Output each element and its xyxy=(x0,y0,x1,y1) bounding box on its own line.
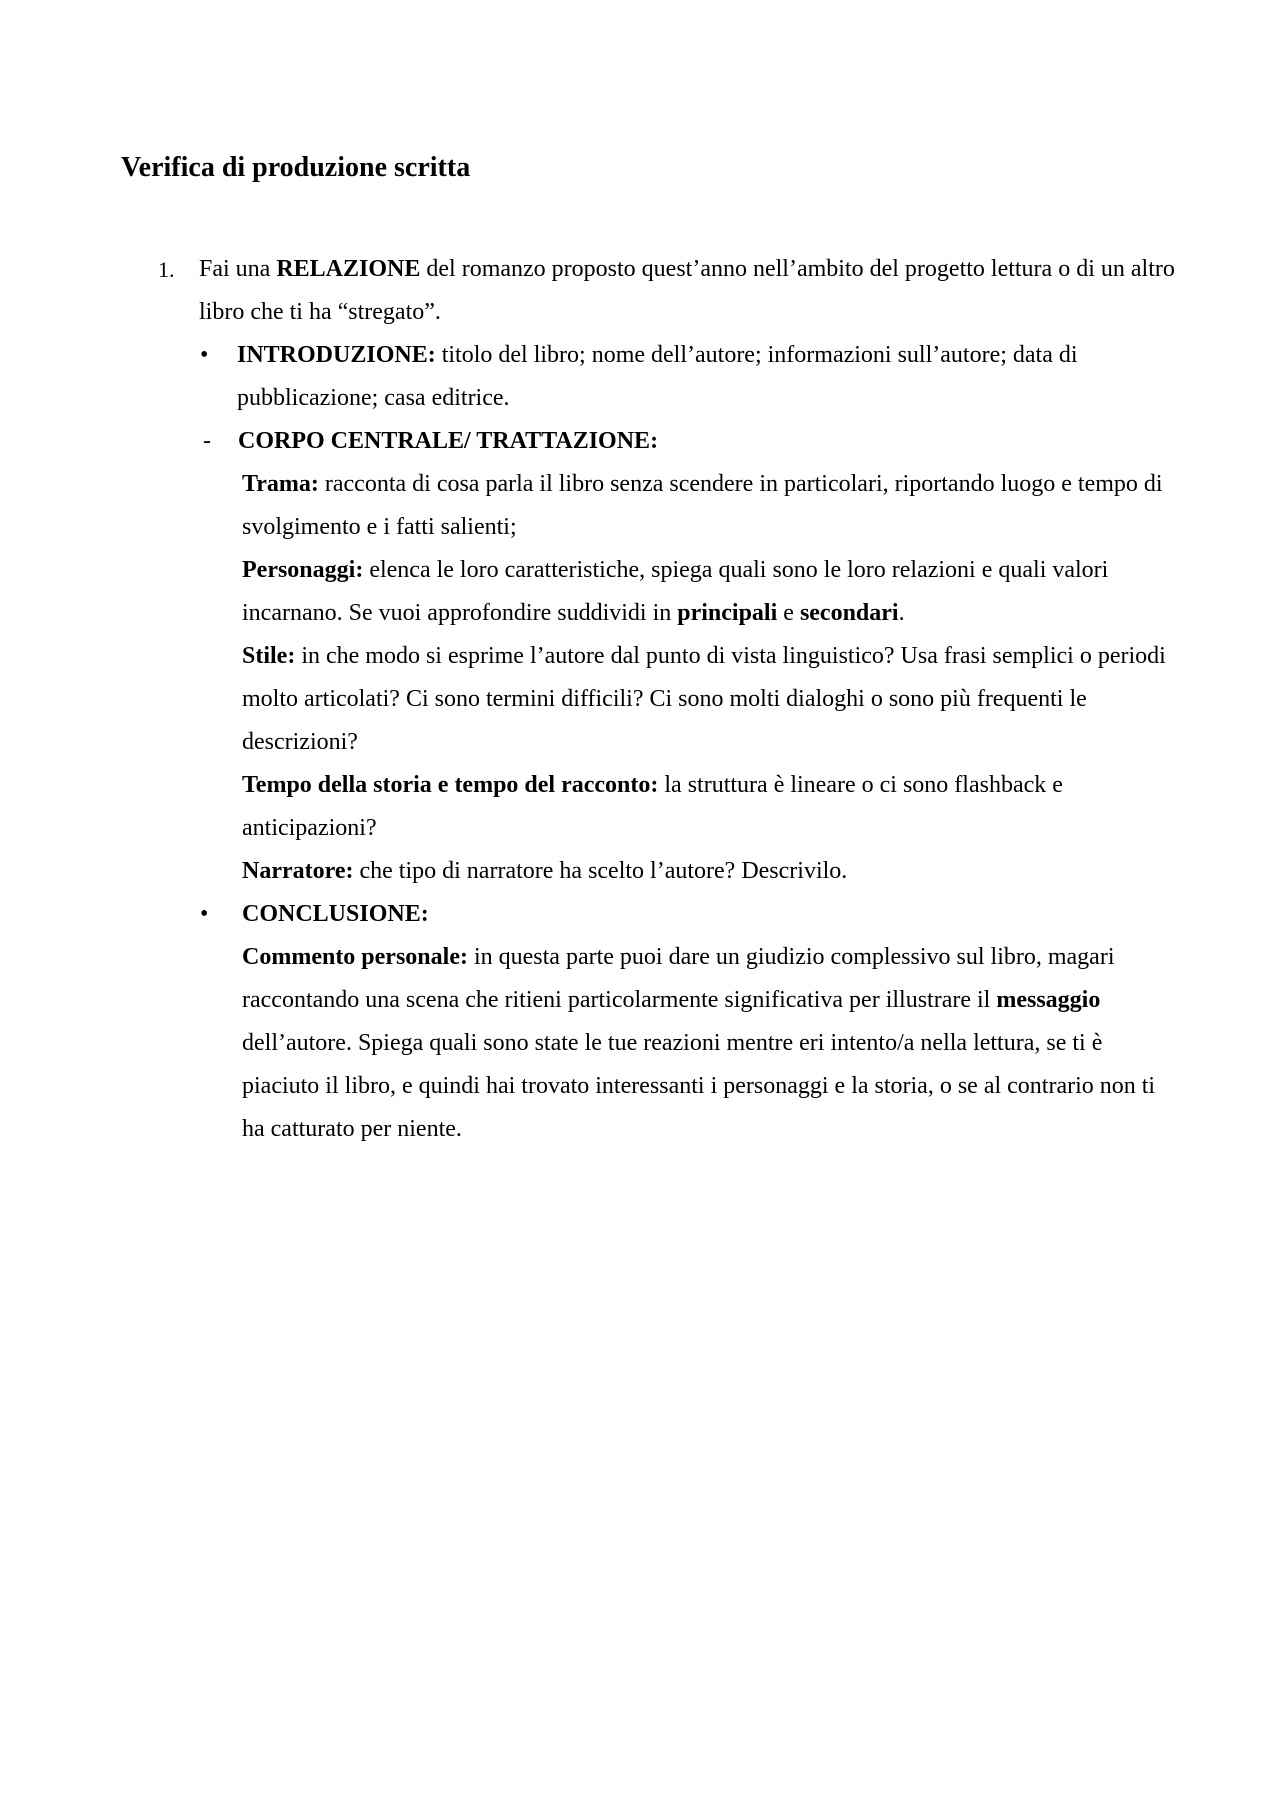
narratore-text: che tipo di narratore ha scelto l’autore? Descrivilo. xyxy=(353,858,848,884)
document-body xyxy=(121,248,1181,1151)
corpo-heading xyxy=(121,420,1181,463)
stile-label: Stile: xyxy=(242,643,296,669)
page-title: Verifica di produzione scritta xyxy=(121,152,471,183)
narratore-label: Narratore: xyxy=(242,858,354,884)
bullet-icon: • xyxy=(200,342,209,368)
conclusione-item xyxy=(121,893,1181,936)
commento-text-end: dell’autore. Spiega quali sono state le tue reazioni mentre eri intento/a nella lettura, se ti è piaciuto il libro, e quindi hai trovato interessanti i personaggi e la storia, o se al contrario non ti ha catturato per niente. xyxy=(242,1030,1156,1142)
trama-text: racconta di cosa parla il libro senza scendere in particolari, riportando luogo e tempo di svolgimento e i fatti salienti; xyxy=(242,471,1163,540)
personaggi-mid: e xyxy=(777,600,800,626)
personaggi-label: Personaggi: xyxy=(242,557,364,583)
item1-pre: Fai una xyxy=(199,256,277,282)
commento-text: in questa parte puoi dare un giudizio complessivo sul libro, magari raccontando una scena che ritieni particolarmente significativa per illustrare il xyxy=(242,944,1115,1013)
tempo-paragraph xyxy=(121,764,1181,850)
commento-label: Commento personale: xyxy=(242,944,468,970)
introduzione-text: titolo del libro; nome dell’autore; informazioni sull’autore; data di pubblicazione; casa editrice. xyxy=(237,342,1078,411)
list-number: 1. xyxy=(158,257,175,282)
introduzione-item xyxy=(121,334,1181,420)
commento-paragraph xyxy=(121,936,1181,1151)
bullet-icon: • xyxy=(200,901,209,927)
item1-post: del romanzo proposto quest’anno nell’ambito del progetto lettura o di un altro libro che ti ha “stregato”. xyxy=(199,256,1175,325)
personaggi-end: . xyxy=(898,600,905,626)
list-item-1 xyxy=(121,248,1181,334)
conclusione-label: CONCLUSIONE: xyxy=(242,901,429,927)
item1-bold: RELAZIONE xyxy=(276,256,421,282)
dash-marker: - xyxy=(203,428,211,454)
stile-text: in che modo si esprime l’autore dal punto di vista linguistico? Usa frasi semplici o periodi molto articolati? Ci sono termini difficili? Ci sono molti dialoghi o sono più frequenti le descrizioni? xyxy=(242,643,1166,755)
commento-messaggio: messaggio xyxy=(996,987,1101,1013)
personaggi-principali: principali xyxy=(677,600,778,626)
narratore-paragraph xyxy=(121,850,1181,893)
personaggi-secondari: secondari xyxy=(799,600,899,626)
personaggi-text: elenca le loro caratteristiche, spiega quali sono le loro relazioni e quali valori incarnano. Se vuoi approfondire suddividi in xyxy=(242,557,1109,626)
trama-label: Trama: xyxy=(242,471,319,497)
trama-paragraph xyxy=(121,463,1181,549)
introduzione-label: INTRODUZIONE: xyxy=(237,342,436,368)
personaggi-paragraph xyxy=(121,549,1181,635)
tempo-text: la struttura è lineare o ci sono flashback e anticipazioni? xyxy=(242,772,1063,841)
stile-paragraph xyxy=(121,635,1181,764)
tempo-label: Tempo della storia e tempo del racconto: xyxy=(242,772,659,798)
corpo-label: CORPO CENTRALE/ TRATTAZIONE: xyxy=(238,428,659,454)
